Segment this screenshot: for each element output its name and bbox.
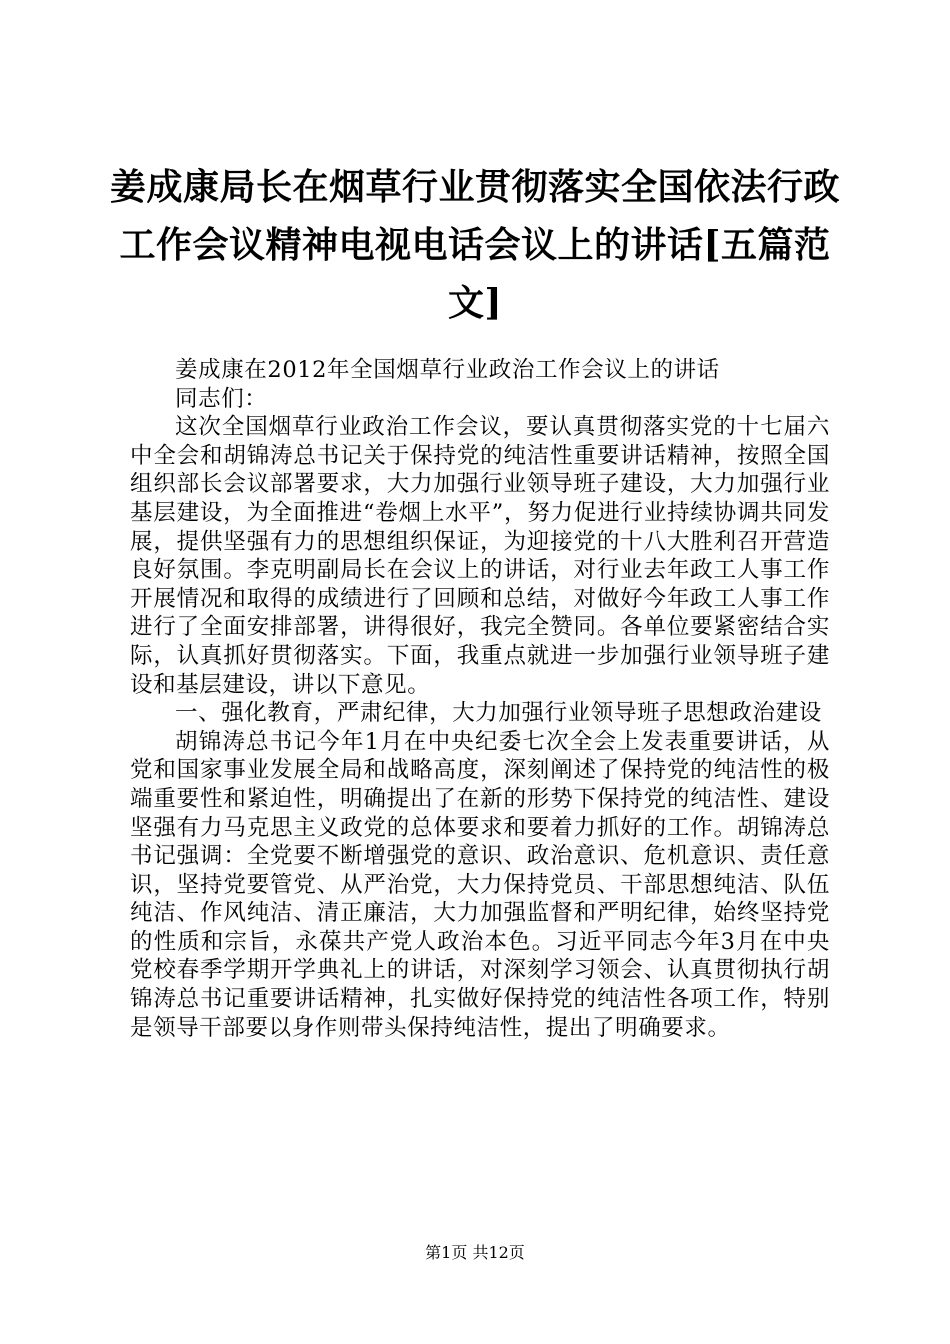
paragraph-intro: 这次全国烟草行业政治工作会议，要认真贯彻落实党的十七届六中全会和胡锦涛总书记关于保持党的纯洁性重要讲话精神，按照全国组织部长会议部署要求，大力加强行业领导班子建设，大力加强行业基层建设，为全面推进“卷烟上水平”，努力促进行业持续协调共同发展，提供坚强有力的思想组织保证，为迎接党的十八大胜利召开营造良好氛围。李克明副局长在会议上的讲话，对行业去年政工人事工作开展情况和取得的成绩进行了回顾和总结，对做好今年政工人事工作进行了全面安排部署，讲得很好，我完全赞同。各单位要紧密结合实际，认真抓好贯彻落实。下面，我重点就进一步加强行业领导班子建设和基层建设，讲以下意见。 (130, 414, 830, 698)
document-body (130, 356, 830, 1042)
paragraph-section-1: 胡锦涛总书记今年1月在中央纪委七次全会上发表重要讲话，从党和国家事业发展全局和战略高度，深刻阐述了保持党的纯洁性的极端重要性和紧迫性，明确提出了在新的形势下保持党的纯洁性、建设坚强有力马克思主义政党的总体要求和要着力抓好的工作。胡锦涛总书记强调：全党要不断增强党的意识、政治意识、危机意识、责任意识，坚持党要管党、从严治党，大力保持党员、干部思想纯洁、队伍纯洁、作风纯洁、清正廉洁，大力加强监督和严明纪律，始终坚持党的性质和宗旨，永葆共产党人政治本色。习近平同志今年3月在中央党校春季学期开学典礼上的讲话，对深刻学习领会、认真贯彻执行胡锦涛总书记重要讲话精神，扎实做好保持党的纯洁性各项工作，特别是领导干部要以身作则带头保持纯洁性，提出了明确要求。 (130, 728, 830, 1041)
section-heading-1: 一、强化教育，严肃纪律，大力加强行业领导班子思想政治建设 (175, 700, 822, 727)
page-number-footer: 第1页 共12页 (425, 1243, 525, 1262)
salutation: 同志们： (175, 385, 268, 412)
document-title: 姜成康局长在烟草行业贯彻落实全国依法行政工作会议精神电视电话会议上的讲话[五篇范文] (110, 166, 841, 324)
speech-heading: 姜成康在2012年全国烟草行业政治工作会议上的讲话 (175, 357, 720, 383)
